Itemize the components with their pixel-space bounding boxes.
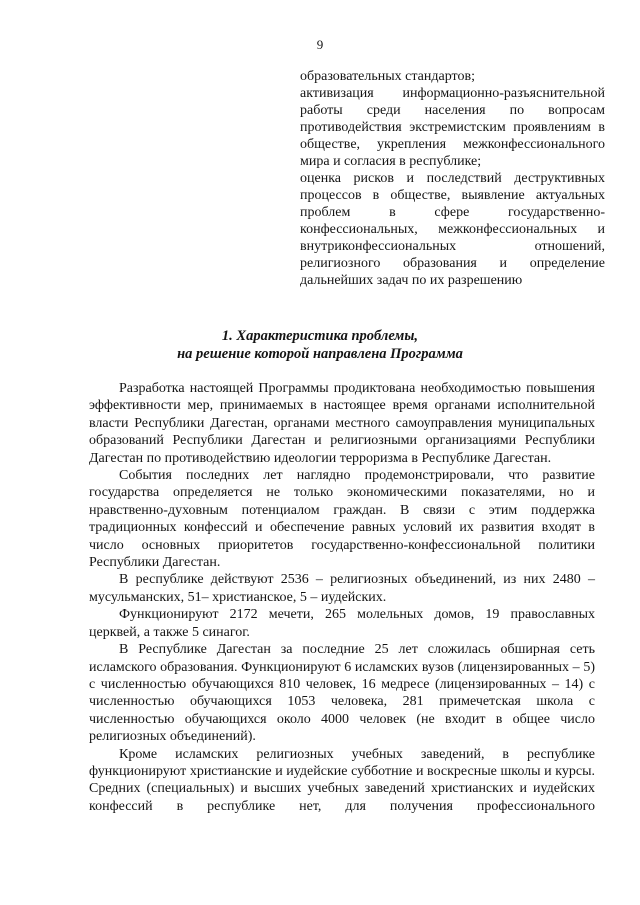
page-number: 9 <box>316 37 324 52</box>
section-heading-line-1: 1. Характеристика проблемы, <box>221 328 419 344</box>
section-heading-line-2: на решение которой направлена Программа <box>177 346 463 362</box>
section-heading <box>0 327 640 363</box>
top-list-item: активизация информационно-разъяснительной работы среди населения по вопросам противодействия экстремистским проявлениям в обществе, укрепления межконфессионального мира и согласия в республике; <box>300 86 605 169</box>
paragraph: Разработка настоящей Программы продиктована необходимостью повышения эффективности мер, принимаемых в настоящее время органами исполнительной власти Республики Дагестан, органами местного самоуправления муниципальных образований Республики Дагестан и религиозными организациями Республики Дагестан по противодействию идеологии терроризма в Республике Дагестан. <box>89 381 595 466</box>
paragraph: В Республике Дагестан за последние 25 лет сложилась обширная сеть исламского образования. Функционируют 6 исламских вузов (лицензированных – 5) с численностью обучающихся 810 человек, 16 медресе (лицензированных – 14) с численностью обучающихся 1053 человека, 281 примечетская школа с численностью обучающихся около 4000 человек (не входит в общее число религиозных объединений). <box>89 642 595 745</box>
paragraph: Функционируют 2172 мечети, 265 молельных домов, 19 православных церквей, а также 5 синагог. <box>89 607 595 640</box>
paragraph: События последних лет наглядно продемонстрировали, что развитие государства определяется не только экономическими показателями, но и нравственно-духовным потенциалом граждан. В связи с этим поддержка традиционных конфессий и обеспечение равных условий их развития входят в число основных приоритетов государственно-конфессиональной политики Республики Дагестан. <box>89 468 595 571</box>
paragraph: В республике действуют 2536 – религиозных объединений, из них 2480 – мусульманских, 51– христианское, 5 – иудейских. <box>89 572 595 605</box>
paragraph: Кроме исламских религиозных учебных заведений, в республике функционируют христианские и иудейские субботние и воскресные школы и курсы. Средних (специальных) и высших учебных заведений христианских и иудейских конфессий в республике нет, для получения профессионального <box>89 746 595 814</box>
top-list-item: оценка рисков и последствий деструктивных процессов в обществе, выявление актуальных проблем в сфере государственно-конфессиональных, межконфессиональных и внутриконфессиональных отношений, религиозного образования и определение дальнейших задач по их разрешению <box>300 171 605 288</box>
body-text <box>89 380 595 815</box>
top-list <box>300 68 605 289</box>
top-list-item: образовательных стандартов; <box>300 69 475 84</box>
